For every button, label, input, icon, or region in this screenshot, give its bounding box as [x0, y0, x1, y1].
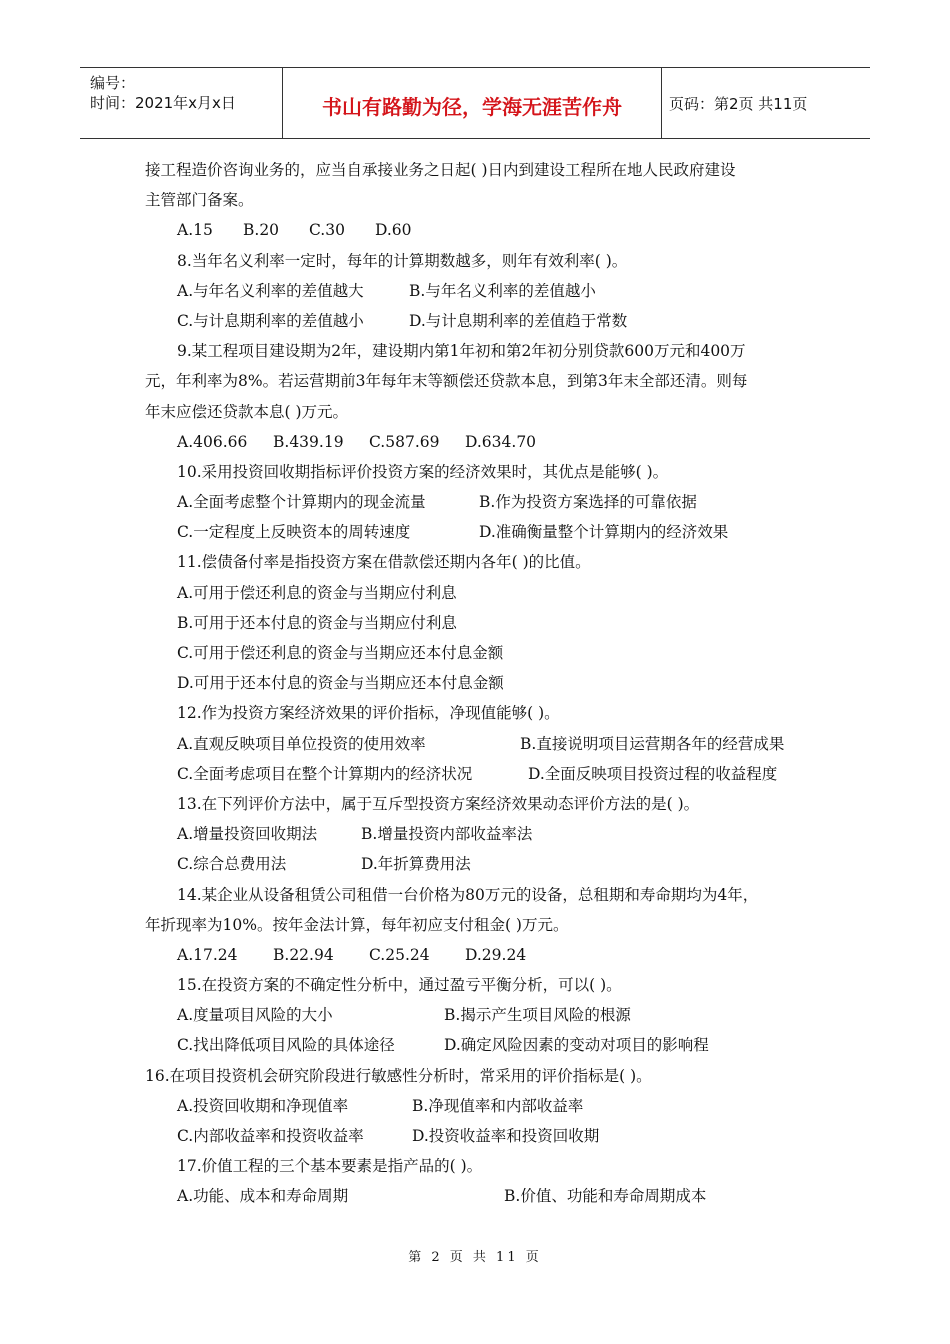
option-row: [145, 1000, 815, 1030]
text-line: 11.偿债备付率是指投资方案在借款偿还期内各年( )的比值。: [177, 553, 591, 572]
answer-option: B.价值、功能和寿命周期成本: [504, 1187, 707, 1206]
answer-option: D.投资收益率和投资回收期: [412, 1127, 600, 1145]
answer-option: D.634.70: [465, 432, 537, 451]
answer-option: C.与计息期利率的差值越小: [177, 311, 364, 330]
text-line: 接工程造价咨询业务的，应当自承接业务之日起( )日内到建设工程所在地人民政府建设: [145, 161, 736, 179]
option-row: [145, 940, 815, 970]
option-row: [145, 729, 815, 759]
option-row: [145, 427, 815, 457]
text-line: 8.当年名义利率一定时，每年的计算期数越多，则年有效利率( )。: [177, 251, 628, 270]
option-row: [145, 819, 815, 849]
answer-option: C.25.24: [369, 945, 430, 964]
option-row: [145, 517, 815, 547]
answer-option: C.一定程度上反映资本的周转速度: [177, 523, 411, 542]
answer-option: C.587.69: [369, 432, 440, 451]
document-number-label: 编号：: [90, 74, 136, 92]
header-motto-cell: [282, 68, 662, 138]
answer-option: C.30: [309, 221, 345, 240]
text-line: 14.某企业从设备租赁公司租借一台价格为80万元的设备，总租期和寿命期均为4年，: [177, 885, 759, 904]
answer-option: A.投资回收期和净现值率: [177, 1096, 349, 1115]
answer-option: D.确定风险因素的变动对项目的影响程: [444, 1036, 709, 1055]
answer-option: D.与计息期利率的差值趋于常数: [409, 311, 628, 330]
option-row: [145, 487, 815, 517]
text-line: A.可用于偿还利息的资金与当期应付利息: [177, 583, 457, 602]
header-motto: 书山有路勤为径，学海无涯苦作舟: [322, 95, 622, 119]
answer-option: C.找出降低项目风险的具体途径: [177, 1036, 395, 1055]
page-header: [80, 67, 870, 139]
option-row: [145, 849, 815, 879]
answer-option: D.29.24: [465, 945, 527, 964]
answer-option: A.17.24: [177, 945, 238, 964]
option-row: [145, 759, 815, 789]
text-line: 15.在投资方案的不确定性分析中，通过盈亏平衡分析，可以( )。: [177, 976, 622, 995]
document-time-label: 时间：2021年x月x日: [90, 94, 236, 112]
answer-option: A.直观反映项目单位投资的使用效率: [177, 734, 426, 753]
text-line: C.可用于偿还利息的资金与当期应还本付息金额: [177, 644, 504, 662]
answer-option: C.综合总费用法: [177, 855, 287, 874]
answer-option: B.净现值率和内部收益率: [412, 1096, 584, 1115]
answer-option: C.全面考虑项目在整个计算期内的经济状况: [177, 764, 473, 783]
answer-option: A.406.66: [177, 432, 248, 451]
text-line: 10.采用投资回收期指标评价投资方案的经济效果时，其优点是能够( )。: [177, 462, 669, 481]
answer-option: A.度量项目风险的大小: [177, 1006, 333, 1025]
answer-option: B.揭示产生项目风险的根源: [444, 1006, 631, 1025]
text-line: 主管部门备案。: [145, 191, 254, 210]
option-row: [145, 1121, 815, 1151]
header-page-info: 页码：第2页 共11页: [669, 95, 808, 113]
text-line: 13.在下列评价方法中，属于互斥型投资方案经济效果动态评价方法的是( )。: [177, 794, 700, 813]
answer-option: D.60: [375, 221, 412, 240]
answer-option: C.内部收益率和投资收益率: [177, 1127, 364, 1145]
answer-option: A.功能、成本和寿命周期: [177, 1187, 349, 1206]
answer-option: A.15: [177, 221, 213, 240]
answer-option: A.增量投资回收期法: [177, 825, 318, 844]
header-page-cell: [661, 68, 870, 138]
option-row: [145, 276, 815, 306]
text-line: 年末应偿还贷款本息( )万元。: [145, 402, 349, 421]
answer-option: A.与年名义利率的差值越大: [177, 281, 364, 300]
option-row: [145, 306, 815, 336]
answer-option: D.全面反映项目投资过程的收益程度: [528, 764, 778, 783]
question-content: [145, 155, 815, 1212]
text-line: 年折现率为10%。按年金法计算，每年初应支付租金( )万元。: [145, 915, 569, 934]
option-row: [145, 1030, 815, 1060]
answer-option: D.准确衡量整个计算期内的经济效果: [479, 523, 729, 542]
answer-option: B.增量投资内部收益率法: [361, 825, 533, 844]
text-line: 12.作为投资方案经济效果的评价指标，净现值能够( )。: [177, 704, 560, 723]
text-line: 元，年利率为8%。若运营期前3年每年末等额偿还贷款本息，到第3年末全部还清。则每: [145, 372, 748, 391]
answer-option: B.与年名义利率的差值越小: [409, 281, 596, 300]
text-line: 17.价值工程的三个基本要素是指产品的( )。: [177, 1157, 483, 1176]
option-row: [145, 1091, 815, 1121]
text-line: 9.某工程项目建设期为2年，建设期内第1年初和第2年初分别贷款600万元和400万: [177, 342, 746, 361]
text-line: 16.在项目投资机会研究阶段进行敏感性分析时，常采用的评价指标是( )。: [145, 1066, 652, 1085]
option-row: [145, 1181, 815, 1211]
answer-option: D.年折算费用法: [361, 855, 471, 874]
text-line: B.可用于还本付息的资金与当期应付利息: [177, 613, 457, 632]
answer-option: B.作为投资方案选择的可靠依据: [479, 493, 697, 512]
option-row: [145, 215, 815, 245]
answer-option: B.22.94: [273, 945, 334, 964]
answer-option: A.全面考虑整个计算期内的现金流量: [177, 493, 426, 512]
page-footer: 第 2 页 共 11 页: [408, 1250, 542, 1265]
text-line: D.可用于还本付息的资金与当期应还本付息金额: [177, 674, 504, 693]
answer-option: B.20: [243, 221, 280, 240]
answer-option: B.直接说明项目运营期各年的经营成果: [520, 734, 785, 753]
answer-option: B.439.19: [273, 432, 344, 451]
header-meta-cell: [80, 68, 282, 138]
